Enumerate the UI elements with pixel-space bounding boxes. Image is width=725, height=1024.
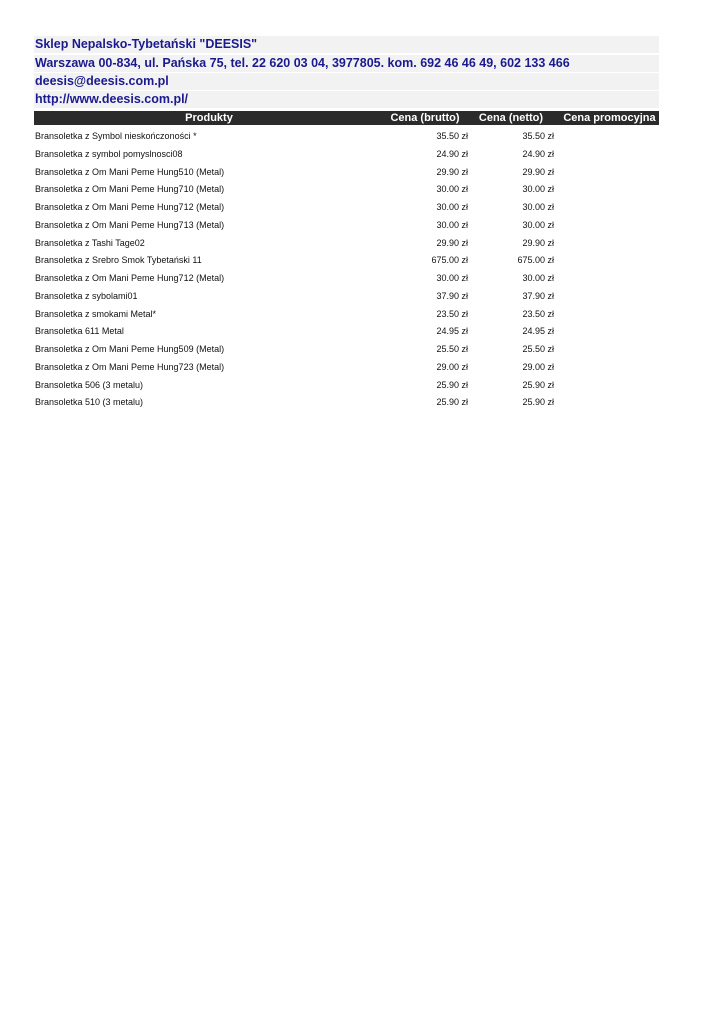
table-row: [34, 235, 659, 252]
column-header-products: Produkty: [185, 112, 233, 124]
product-name: Bransoletka z Symbol nieskończoności *: [35, 131, 197, 141]
shop-email[interactable]: deesis@deesis.com.pl: [34, 73, 659, 90]
price-net: 30.00 zł: [522, 219, 554, 230]
product-name: Bransoletka z Om Mani Peme Hung509 (Metal): [35, 344, 225, 354]
shop-website[interactable]: http://www.deesis.com.pl/: [34, 91, 659, 108]
price-net: 29.00 zł: [522, 361, 554, 372]
shop-address: Warszawa 00-834, ul. Pańska 75, tel. 22 620 03 04, 3977805. kom. 692 46 46 49, 602 133 466: [34, 55, 659, 72]
table-row: [34, 323, 659, 340]
column-header-price-net: Cena (netto): [478, 112, 544, 124]
price-gross: 24.90 zł: [436, 148, 468, 159]
price-gross: 30.00 zł: [436, 184, 468, 195]
table-row: [34, 252, 659, 269]
price-net: 24.90 zł: [522, 148, 554, 159]
table-header: [34, 111, 659, 125]
price-gross: 29.00 zł: [436, 361, 468, 372]
price-gross: 29.90 zł: [436, 166, 468, 177]
price-gross: 25.50 zł: [436, 344, 468, 354]
shop-name: Sklep Nepalsko-Tybetański "DEESIS": [34, 36, 659, 53]
table-row: [34, 359, 659, 376]
product-name: Bransoletka z Om Mani Peme Hung712 (Metal): [35, 202, 225, 212]
price-net: 35.50 zł: [522, 131, 554, 141]
table-row: [34, 270, 659, 287]
table-row: [34, 377, 659, 394]
column-header-price-gross: Cena (brutto): [390, 112, 460, 124]
product-name: Bransoletka z Om Mani Peme Hung723 (Metal): [35, 361, 225, 372]
product-name: Bransoletka z smokami Metal*: [35, 308, 157, 319]
product-name: Bransoletka z symbol pomyslnosci08: [35, 148, 183, 159]
product-name: Bransoletka 510 (3 metalu): [35, 397, 144, 408]
price-net: 675.00 zł: [517, 255, 554, 266]
price-net: 25.50 zł: [522, 344, 554, 354]
price-gross: 30.00 zł: [436, 202, 468, 212]
product-name: Bransoletka z Om Mani Peme Hung713 (Metal): [35, 219, 225, 230]
price-gross: 23.50 zł: [436, 308, 468, 319]
price-net: 29.90 zł: [522, 237, 554, 248]
product-name: Bransoletka 611 Metal: [35, 326, 124, 337]
price-gross: 37.90 zł: [436, 290, 468, 301]
price-net: 25.90 zł: [522, 397, 554, 408]
product-name: Bransoletka z Om Mani Peme Hung710 (Metal): [35, 184, 225, 195]
product-name: Bransoletka 506 (3 metalu): [35, 379, 144, 390]
price-net: 30.00 zł: [522, 273, 554, 283]
price-net: 30.00 zł: [522, 202, 554, 212]
price-gross: 30.00 zł: [436, 219, 468, 230]
price-net: 23.50 zł: [522, 308, 554, 319]
table-row: [34, 306, 659, 323]
table-row: [34, 181, 659, 198]
price-net: 37.90 zł: [522, 290, 554, 301]
table-row: [34, 128, 659, 145]
table-row: [34, 341, 659, 358]
price-net: 24.95 zł: [522, 326, 554, 337]
product-name: Bransoletka z Om Mani Peme Hung712 (Metal): [35, 273, 225, 283]
table-row: [34, 164, 659, 181]
price-gross: 25.90 zł: [436, 397, 468, 408]
product-name: Bransoletka z Srebro Smok Tybetański 11: [35, 255, 202, 266]
price-net: 29.90 zł: [522, 166, 554, 177]
price-gross: 675.00 zł: [431, 255, 468, 266]
product-name: Bransoletka z sybolami01: [35, 290, 138, 301]
price-gross: 25.90 zł: [436, 379, 468, 390]
product-name: Bransoletka z Tashi Tage02: [35, 237, 145, 248]
price-net: 30.00 zł: [522, 184, 554, 195]
table-row: [34, 199, 659, 216]
table-row: [34, 288, 659, 305]
price-gross: 35.50 zł: [436, 131, 468, 141]
price-gross: 30.00 zł: [436, 273, 468, 283]
product-name: Bransoletka z Om Mani Peme Hung510 (Metal): [35, 166, 225, 177]
table-row: [34, 394, 659, 411]
price-gross: 29.90 zł: [436, 237, 468, 248]
column-header-promo-price: Cena promocyjna: [563, 112, 656, 124]
table-row: [34, 146, 659, 163]
price-net: 25.90 zł: [522, 379, 554, 390]
price-gross: 24.95 zł: [436, 326, 468, 337]
table-row: [34, 217, 659, 234]
